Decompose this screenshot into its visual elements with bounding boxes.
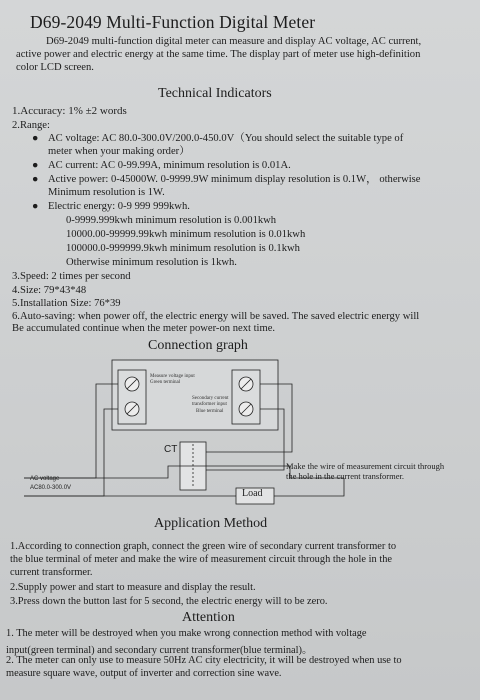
ct-label: CT	[164, 444, 178, 455]
att-item-1: 1. The meter will be destroyed when you make wrong connection method with voltage	[6, 628, 367, 639]
range-active-power: Active power: 0-45000W. 0-9999.9W minimum display resolution is 0.1W， otherwise	[48, 174, 421, 185]
energy-sub-3: 100000.0-999999.9kwh minimum resolution is 0.1kwh	[66, 243, 300, 254]
bullet: ●	[32, 174, 39, 185]
wire-note-2: the hole in the current transformer.	[286, 471, 405, 481]
intro-line-1: D69-2049 multi-function digital meter can measure and display AC voltage, AC current,	[46, 36, 422, 47]
ac-voltage-label: AC voltage	[30, 476, 60, 482]
range-ac-current: AC current: AC 0-99.99A, minimum resolution is 0.01A.	[48, 160, 291, 171]
att-item-1-cont: input(green terminal) and secondary current transformer(blue terminal)。	[6, 645, 313, 656]
att-item-2-cont: measure square wave, output of inverter and correction sine wave.	[6, 668, 282, 679]
spec-size: 4.Size: 79*43*48	[12, 285, 87, 296]
ct-label-1: Secondary current	[192, 396, 229, 401]
measure-label-2: Green terminal	[150, 380, 181, 385]
att-heading: Attention	[182, 610, 235, 625]
range-energy: Electric energy: 0-9 999 999kwh.	[48, 201, 190, 212]
app-item-1-cont: the blue terminal of meter and make the wire of measurement circuit through the hole in the	[10, 554, 393, 565]
accuracy: 1.Accuracy: 1% ±2 words	[12, 105, 127, 117]
spec-autosave-cont: Be accumulated continue when the meter power-on next time.	[12, 323, 276, 334]
energy-sub-4: Otherwise minimum resolution is 1kwh.	[66, 257, 237, 268]
ct-label-3: Blue terminal	[196, 409, 224, 414]
page-title: D69-2049 Multi-Function Digital Meter	[30, 12, 316, 32]
bullet: ●	[32, 201, 39, 212]
load-label: Load	[242, 488, 263, 499]
energy-sub-1: 0-9999.999kwh minimum resolution is 0.001kwh	[66, 215, 277, 226]
bullet: ●	[32, 133, 39, 144]
ct-label-2: transformer input	[192, 402, 227, 407]
app-item-2: 2.Supply power and start to measure and display the result.	[10, 582, 256, 593]
app-item-1: 1.According to connection graph, connect the green wire of secondary current transformer to	[10, 541, 397, 552]
ac-voltage-range: AC80.0-300.0V	[30, 485, 72, 491]
app-heading: Application Method	[154, 516, 268, 531]
tech-heading: Technical Indicators	[158, 86, 272, 101]
energy-sub-2: 10000.00-99999.99kwh minimum resolution is 0.01kwh	[66, 229, 306, 240]
app-item-1-cont2: current transformer.	[10, 567, 93, 578]
bullet: ●	[32, 160, 39, 171]
spec-install: 5.Installation Size: 76*39	[12, 298, 121, 309]
app-item-3: 3.Press down the button last for 5 second, the electric energy will to be zero.	[10, 596, 328, 607]
att-item-2: 2. The meter can only use to measure 50Hz AC city electricity, it will be destroyed when use to	[6, 655, 402, 666]
spec-autosave: 6.Auto-saving: when power off, the electric energy will be saved. The saved electric energy will	[12, 311, 420, 322]
measure-label-1: Measure voltage input	[150, 374, 195, 379]
spec-speed: 3.Speed: 2 times per second	[12, 271, 131, 282]
intro-line-3: color LCD screen.	[16, 62, 94, 73]
range-ac-voltage: AC voltage: AC 80.0-300.0V/200.0-450.0V（You should select the suitable type of	[48, 133, 404, 144]
range-active-power-cont: Minimum resolution is 1W.	[48, 187, 165, 198]
wire-note-1: Make the wire of measurement circuit through	[286, 461, 445, 471]
range-label: 2.Range:	[12, 120, 50, 131]
intro-line-2: active power and electric energy at the same time. The display part of meter use high-definition	[16, 49, 421, 60]
range-ac-voltage-cont: meter when your making order）	[48, 146, 190, 157]
conn-heading: Connection graph	[148, 338, 248, 353]
